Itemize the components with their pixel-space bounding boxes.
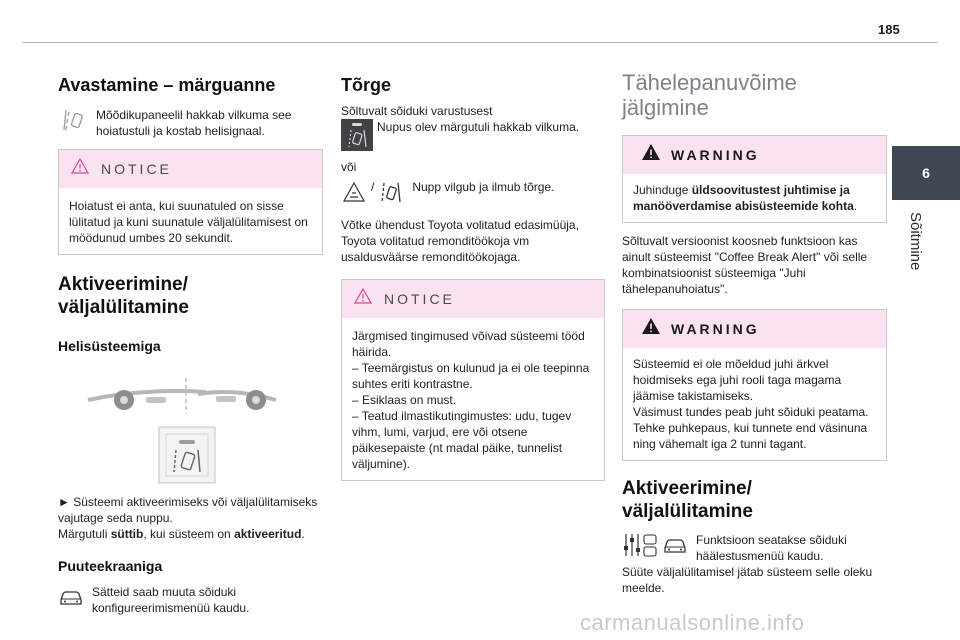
subsection-touchscreen: Puuteekraaniga <box>58 558 163 574</box>
notice-header <box>342 280 604 318</box>
notice-text: Järgmised tingimused võivad süsteemi tööd häirida. – Teemärgistus on kulunud ja ei ole teepinna suhtes eriti kontrastne. – Esiklaas on must. – Teatud ilmastikutingimustes: udu, tugev vihm, lumi, varjud, ere või otsene päikesepaiste (nt madal päike, tunnelist väljumine). <box>352 328 590 471</box>
warning-lamp-text: Nupp vilgub ja ilmub tõrge. <box>412 179 555 194</box>
notice-label: NOTICE <box>101 160 172 177</box>
notice-icon <box>71 158 89 179</box>
warning-box-fatigue <box>622 309 887 461</box>
section-title-activation: Aktiveerimine/ väljalülitamine <box>58 273 189 319</box>
intro-row <box>58 107 323 139</box>
button-warning-text: Nupus olev märgutuli hakkab vilkuma. <box>377 119 580 134</box>
malfunction-intro: Sõltuvalt sõiduki varustusest <box>341 103 493 118</box>
notice-icon <box>354 288 372 309</box>
warning-icon <box>641 317 661 340</box>
warning-label: WARNING <box>671 146 760 163</box>
section-title-malfunction: Tõrge <box>341 75 392 95</box>
notice-box <box>58 149 323 255</box>
slash-text: / <box>371 179 375 194</box>
warning-header <box>623 136 886 174</box>
column-left <box>58 70 323 616</box>
steering-alert-icon <box>341 179 367 205</box>
section-title-activation-2: Aktiveerimine/ väljalülitamine <box>622 477 753 523</box>
chapter-tab[interactable]: 6 <box>892 146 960 200</box>
button-warning-row <box>341 119 605 151</box>
touchscreen-text: Sätteid saab muuta sõiduki konfigureerimismenüü kaudu. <box>92 585 250 615</box>
warning-box-general <box>622 135 887 223</box>
settings-text: Funktsioon seatakse sõiduki häälestusmenüü kaudu. <box>696 533 847 564</box>
version-text: Sõltuvalt versioonist koosneb funktsioon kas ainult süsteemist "Coffee Break Alert" või selle kombinatsioonist süsteemiga "Juhi tähelepanuhoiatus". <box>622 233 868 296</box>
activation-button-illustration <box>158 426 216 484</box>
notice-text: Hoiatust ei anta, kui suunatuled on sisse lülitatud ja kuni suunatule väljalülitamisest on möödunud umbes 20 sekundit. <box>69 198 308 245</box>
lane-departure-icon <box>378 179 404 205</box>
memory-text: Süüte väljalülitamisel jätab süsteem selle oleku meelde. <box>622 565 873 596</box>
warning-label: WARNING <box>671 320 760 337</box>
lane-warning-icon <box>58 107 88 133</box>
settings-sliders-icon <box>622 532 658 558</box>
warning-text: Süsteemid ei ole mõeldud juhi ärkvel hoidmiseks ega juhi rooli taga magama jäämise takistamiseks. Väsimust tundes peab juht sõiduki peatama. Tehke puhkepaus, kui tunnete end väsinuna ning vähemalt iga 2 tunni tagant. <box>633 356 869 451</box>
notice-header <box>59 150 322 188</box>
dashboard-illustration <box>86 370 286 418</box>
notice-label: NOTICE <box>384 290 455 307</box>
warning-lamp-row <box>341 179 605 205</box>
state-text: Märgutuli süttib, kui süsteem on aktiveeritud. <box>58 527 305 541</box>
watermark-text: carmanualsonline.info <box>580 610 805 635</box>
warning-text: Juhinduge üldsoovitustest juhtimise ja manööverdamise abisüsteemide kohta. <box>633 182 858 213</box>
car-settings-icon <box>662 532 688 558</box>
notice-box-conditions <box>341 279 605 481</box>
section-title-attention: Tähelepanuvõime jälgimine <box>622 70 797 121</box>
subsection-audio: Helisüsteemiga <box>58 338 161 354</box>
header-rule <box>22 42 938 43</box>
column-middle <box>341 70 605 481</box>
button-warning-icon <box>341 119 373 151</box>
section-title-detection: Avastamine – märguanne <box>58 75 276 95</box>
page-number: 185 <box>878 22 900 37</box>
or-text: või <box>341 159 357 174</box>
instruction-text: ► Süsteemi aktiveerimiseks või väljalülitamiseks vajutage seda nuppu. <box>58 495 318 525</box>
contact-text: Võtke ühendust Toyota volitatud edasimüüja, Toyota volitatud remonditöökoja vm usaldusväärse remonditöökojaga. <box>341 217 579 264</box>
settings-row <box>622 532 887 564</box>
warning-icon <box>641 143 661 166</box>
touchscreen-row <box>58 584 323 616</box>
chapter-label: Sõitmine <box>907 212 924 271</box>
column-right <box>622 70 887 596</box>
intro-text: Mõõdikupaneelil hakkab vilkuma see hoiatustuli ja kostab helisignaal. <box>96 107 292 138</box>
warning-header <box>623 310 886 348</box>
car-settings-icon <box>58 584 84 610</box>
